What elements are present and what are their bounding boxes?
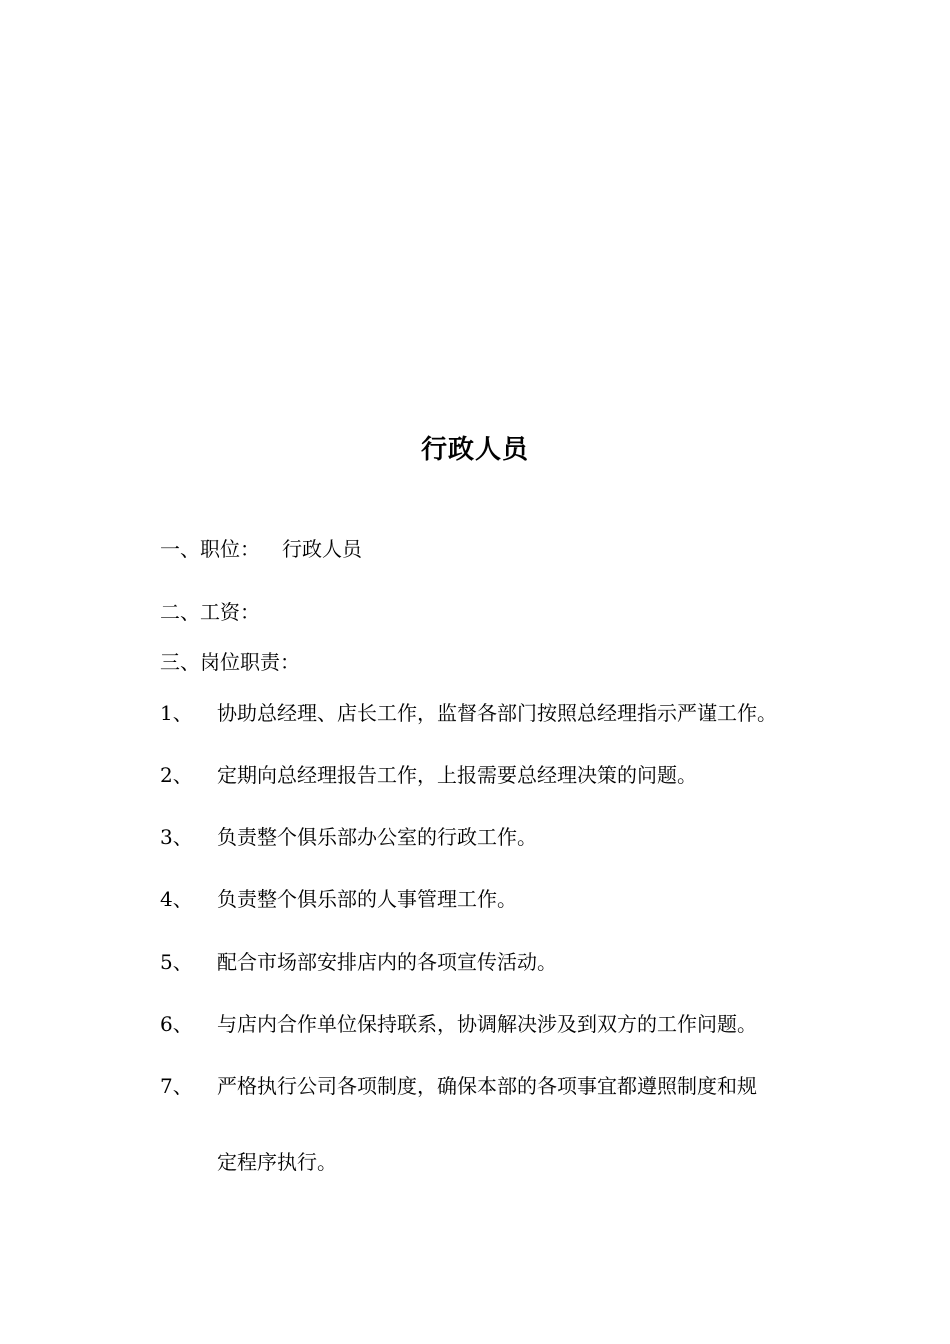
duty-number: 5、 (160, 950, 193, 974)
duty-item (160, 760, 697, 790)
duty-text: 协助总经理、店长工作，监督各部门按照总经理指示严谨工作。 (217, 701, 777, 725)
duty-text: 负责整个俱乐部办公室的行政工作。 (217, 825, 537, 849)
duties-heading (160, 647, 300, 677)
duty-item (160, 1071, 757, 1101)
duty-item (160, 1009, 757, 1039)
position-value: 行政人员 (282, 537, 362, 561)
duty-item (160, 822, 537, 852)
duty-number: 3、 (160, 825, 193, 849)
salary-line (160, 597, 260, 627)
duty-item (160, 947, 557, 977)
duty-number: 4、 (160, 887, 193, 911)
duty-number: 1、 (160, 701, 193, 725)
position-label: 一、职位： (160, 537, 260, 561)
duty-text: 配合市场部安排店内的各项宣传活动。 (217, 950, 557, 974)
duty-number: 6、 (160, 1012, 193, 1036)
page-title: 行政人员 (420, 435, 529, 465)
duty-text: 负责整个俱乐部的人事管理工作。 (217, 887, 517, 911)
duty-text: 严格执行公司各项制度，确保本部的各项事宜都遵照制度和规 (217, 1074, 757, 1098)
salary-label: 二、工资： (160, 600, 260, 624)
duty-text-continuation: 定程序执行。 (217, 1150, 337, 1174)
duty-text: 与店内合作单位保持联系，协调解决涉及到双方的工作问题。 (217, 1012, 757, 1036)
duty-item (160, 698, 777, 728)
duty-item (160, 884, 517, 914)
duty-number: 2、 (160, 763, 193, 787)
position-line (160, 534, 362, 564)
duty-number: 7、 (160, 1074, 193, 1098)
duty-text: 定期向总经理报告工作，上报需要总经理决策的问题。 (217, 763, 697, 787)
duties-label: 三、岗位职责： (160, 650, 300, 674)
